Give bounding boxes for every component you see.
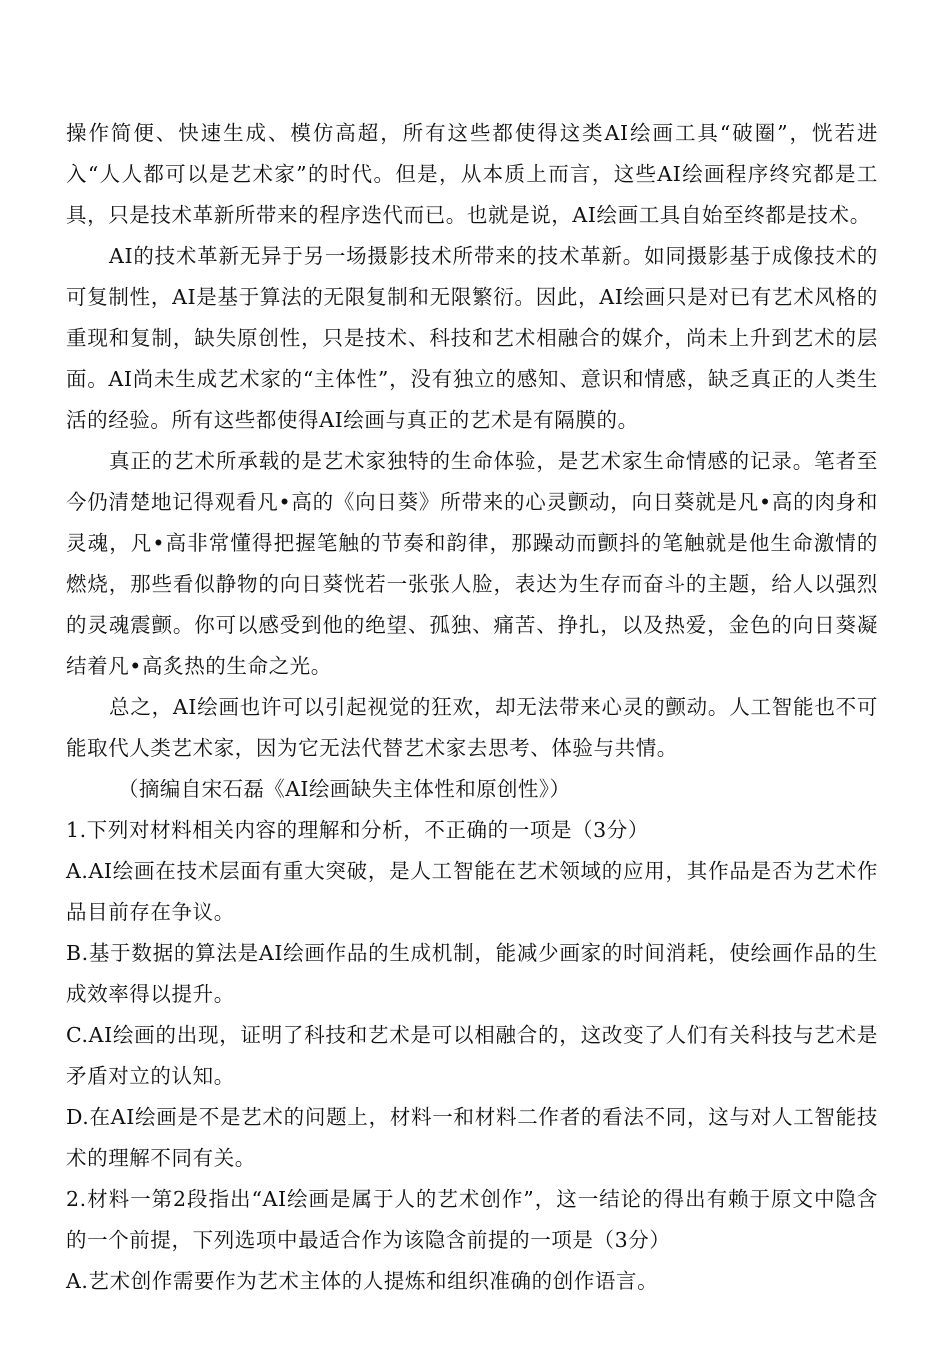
question-1-option-a: A.AI绘画在技术层面有重大突破，是人工智能在艺术领域的应用，其作品是否为艺术作品目前存在争议。: [66, 859, 878, 924]
question-2-option-a: A.艺术创作需要作为艺术主体的人提炼和组织准确的创作语言。: [66, 1269, 659, 1293]
passage-paragraph-2: AI的技术革新无异于另一场摄影技术所带来的技术革新。如同摄影基于成像技术的可复制性，AI是基于算法的无限复制和无限繁衍。因此，AI绘画只是对已有艺术风格的重现和复制，缺失原创性，只是技术、科技和艺术相融合的媒介，尚未上升到艺术的层面。AI尚未生成艺术家的“主体性”，没有独立的感知、意识和情感，缺乏真正的人类生活的经验。所有这些都使得AI绘画与真正的艺术是有隔膜的。: [66, 244, 878, 432]
question-2-stem: 2.材料一第2段指出“AI绘画是属于人的艺术创作”，这一结论的得出有赖于原文中隐含的一个前提，下列选项中最适合作为该隐含前提的一项是（3分）: [66, 1187, 878, 1252]
question-1-option-b: B.基于数据的算法是AI绘画作品的生成机制，能减少画家的时间消耗，使绘画作品的生成效率得以提升。: [66, 941, 878, 1006]
question-1-option-d: D.在AI绘画是不是艺术的问题上，材料一和材料二作者的看法不同，这与对人工智能技术的理解不同有关。: [66, 1105, 878, 1170]
document-page: [66, 113, 878, 1302]
question-1: [66, 810, 878, 1179]
question-1-stem: 1.下列对材料相关内容的理解和分析，不正确的一项是（3分）: [66, 818, 649, 842]
question-1-option-c: C.AI绘画的出现，证明了科技和艺术是可以相融合的，这改变了人们有关科技与艺术是矛盾对立的认知。: [66, 1023, 878, 1088]
reading-passage: [66, 113, 878, 810]
passage-paragraph-3: 真正的艺术所承载的是艺术家独特的生命体验，是艺术家生命情感的记录。笔者至今仍清楚地记得观看凡•高的《向日葵》所带来的心灵颤动，向日葵就是凡•高的肉身和灵魂，凡•高非常懂得把握笔触的节奏和韵律，那躁动而颤抖的笔触就是他生命激情的燃烧，那些看似静物的向日葵恍若一张张人脸，表达为生存而奋斗的主题，给人以强烈的灵魂震颤。你可以感受到他的绝望、孤独、痛苦、挣扎，以及热爱，金色的向日葵凝结着凡•高炙热的生命之光。: [66, 449, 878, 678]
question-2: [66, 1179, 878, 1302]
passage-paragraph-1: 操作简便、快速生成、模仿高超，所有这些都使得这类AI绘画工具“破圈”，恍若进入“人人都可以是艺术家”的时代。但是，从本质上而言，这些AI绘画程序终究都是工具，只是技术革新所带来的程序迭代而已。也就是说，AI绘画工具自始至终都是技术。: [66, 121, 878, 227]
passage-source: （摘编自宋石磊《AI绘画缺失主体性和原创性》）: [118, 777, 571, 801]
passage-paragraph-4: 总之，AI绘画也许可以引起视觉的狂欢，却无法带来心灵的颤动。人工智能也不可能取代人类艺术家，因为它无法代替艺术家去思考、体验与共情。: [66, 695, 878, 760]
